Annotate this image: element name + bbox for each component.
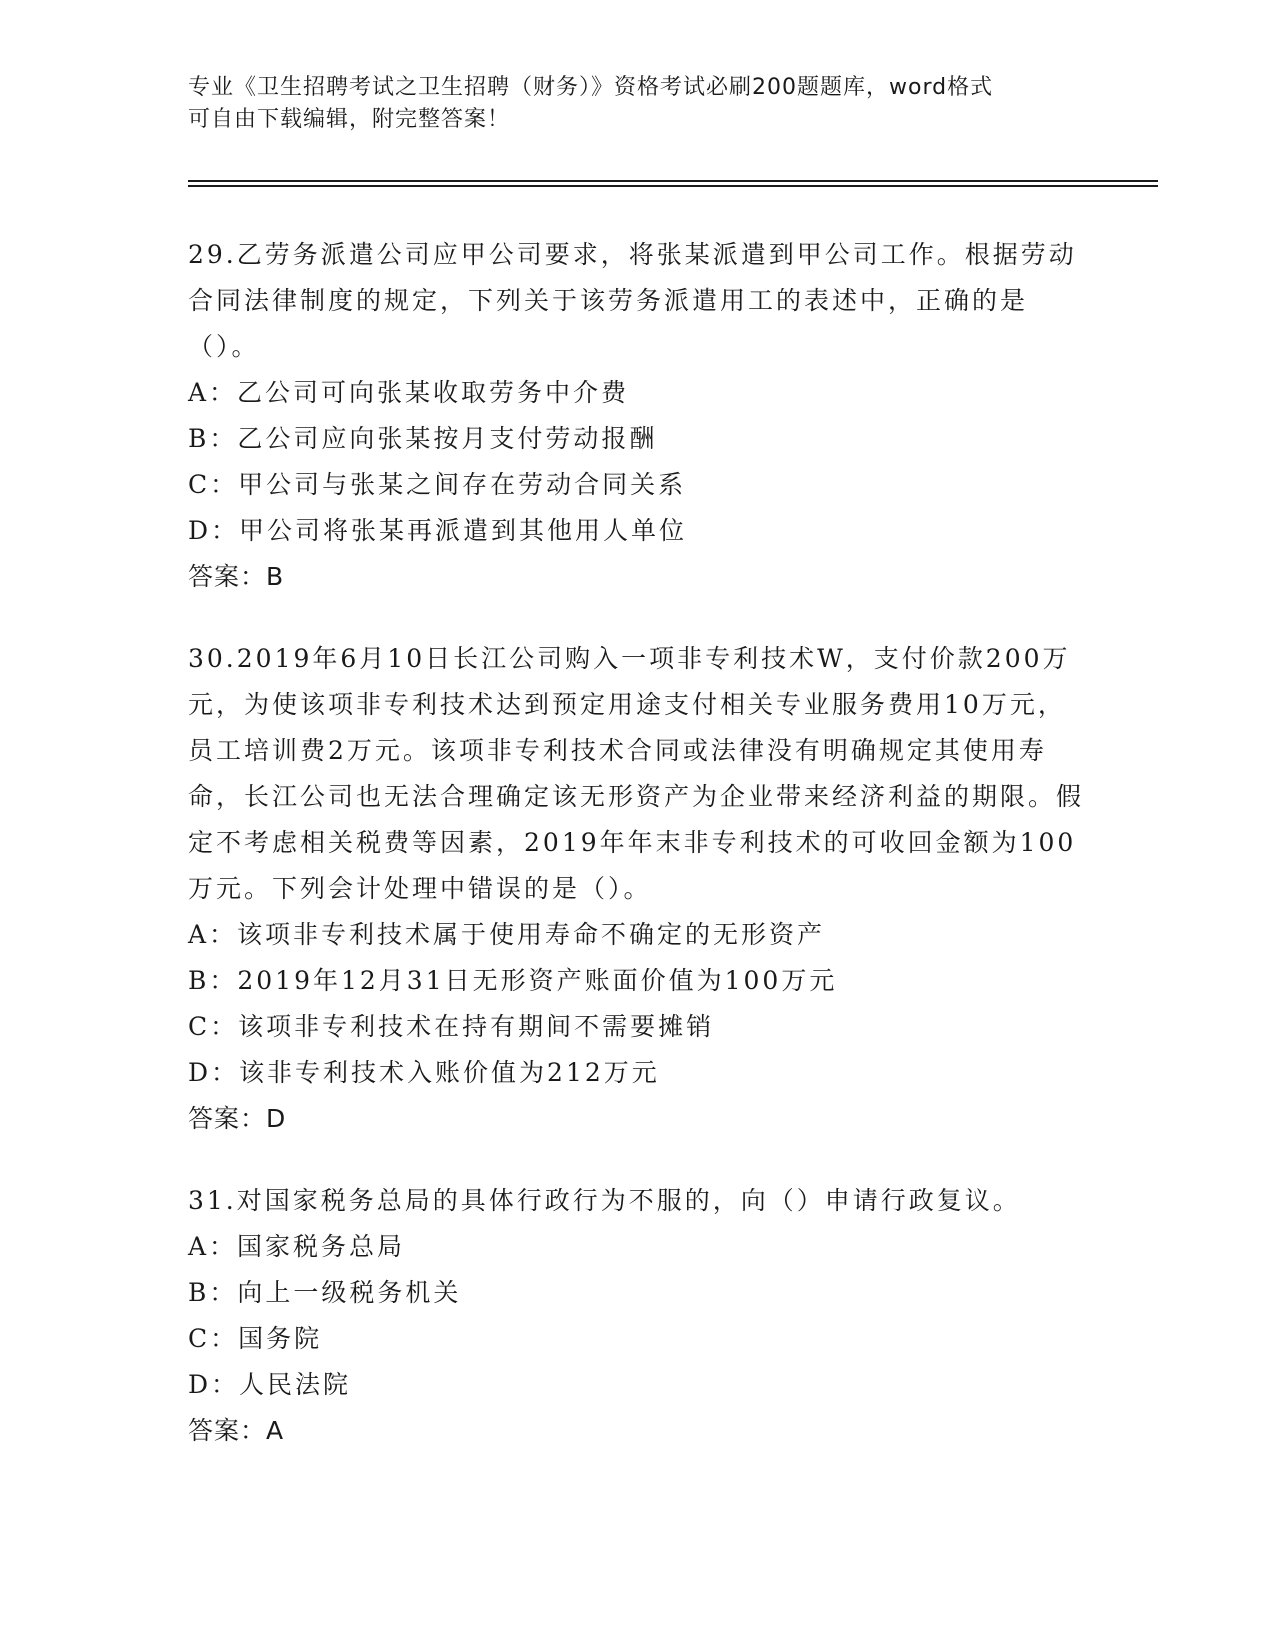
answer-line: 答案：D (188, 1104, 287, 1133)
option-c: C：甲公司与张某之间存在劳动合同关系 (188, 470, 687, 499)
question-text: 29.乙劳务派遣公司应甲公司要求，将张某派遣到甲公司工作。根据劳动合同法律制度的规定，下列关于该劳务派遣用工的表述中，正确的是（）。 (188, 240, 1077, 361)
option-c: C：国务院 (188, 1324, 323, 1353)
option-d: D：甲公司将张某再派遣到其他用人单位 (188, 516, 688, 545)
option-a: A：该项非专利技术属于使用寿命不确定的无形资产 (188, 920, 826, 949)
answer-line: 答案：A (188, 1416, 285, 1445)
option-a: A：国家税务总局 (188, 1232, 406, 1261)
header-divider-bottom (188, 185, 1158, 187)
header-line-1: 专业《卫生招聘考试之卫生招聘（财务）》资格考试必刷200题题库，word格式 (188, 75, 994, 100)
question-list (188, 232, 1088, 1490)
option-b: B：乙公司应向张某按月支付劳动报酬 (188, 424, 658, 453)
header-divider-top (188, 180, 1158, 182)
question-31 (188, 1178, 1088, 1454)
option-b: B：2019年12月31日无形资产账面价值为100万元 (188, 966, 838, 995)
question-30 (188, 636, 1088, 1142)
question-29 (188, 232, 1088, 600)
question-text: 30.2019年6月10日长江公司购入一项非专利技术W，支付价款200万元，为使该项非专利技术达到预定用途支付相关专业服务费用10万元，员工培训费2万元。该项非专利技术合同或法律没有明确规定其使用寿命，长江公司也无法合理确定该无形资产为企业带来经济利益的期限。假定不考虑相关税费等因素，2019年年末非专利技术的可收回金额为100万元。下列会计处理中错误的是（）。 (188, 644, 1085, 903)
option-c: C：该项非专利技术在持有期间不需要摊销 (188, 1012, 715, 1041)
option-b: B：向上一级税务机关 (188, 1278, 462, 1307)
option-d: D：人民法院 (188, 1370, 352, 1399)
question-text: 31.对国家税务总局的具体行政行为不服的，向（）申请行政复议。 (188, 1186, 1021, 1215)
option-a: A：乙公司可向张某收取劳务中介费 (188, 378, 630, 407)
document-header (188, 72, 1088, 136)
header-line-2: 可自由下载编辑，附完整答案！ (188, 107, 511, 132)
answer-line: 答案：B (188, 562, 285, 591)
option-d: D：该非专利技术入账价值为212万元 (188, 1058, 660, 1087)
